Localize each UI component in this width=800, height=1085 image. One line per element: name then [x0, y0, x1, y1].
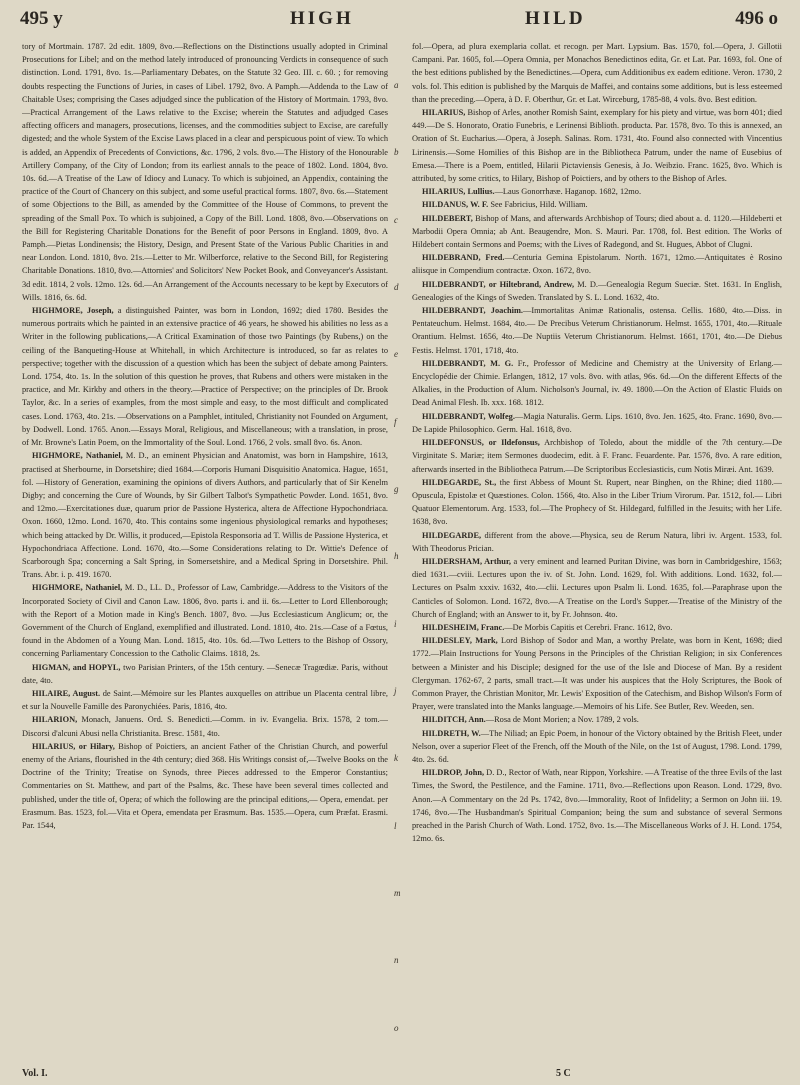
entry-text: —De Morbis Capitis et Cerebri. Franc. 1612, 8vo. [504, 622, 673, 632]
entry-text: two Parisian Printers, of the 15th century. —Senecæ Tragœdiæ. Paris, without date, 4to. [22, 662, 388, 685]
entry-text: M. D., an eminent Physician and Anatomist, was born in Hampshire, 1613, practised at Sherbourne, in Dorsetshire; died 1684.—Corporis Humani Disquisitio Anatomica. Hague, 1651, fol. —History of Generation, examining the opinions of divers Authors, and particularly that of Sir Kenelm Digby; and concerning the Cure of Wounds, by Sir Gilbert Talbot's Sympathetic Powder. Lond. 1651, 8vo. and 12mo.—Exercitationes duæ, quarum prior de Passione Hysterica, altera de Affectione Hypochondriaca. Oxon. 1660, 12mo. Lond. 1670, 4to. This contains some ingenious physiological remarks and hypotheses; which being attacked by Dr. Willis, it produced,—Epistola Responsoria ad T. Willis de Passione Hysterica, et Hypochondriaca Affectione. Lond. 1670, 4to.—Some Considerations relating to Dr. Wittie's Defence of Scarborough Spa; concerning a Salt Spring, in Somersetshire, and a Medical Spring in Dorsetshire. Phil. Trans. Abr. i. p. 419. 1670. [22, 451, 388, 580]
margin-letter: n [394, 955, 399, 965]
entry-text: Lord Bishop of Sodor and Man, a worthy Prelate, was born in Kent, 1698; died 1772.—Plain Instructions for Young Persons in the Principles of the Christian Religion; in six Conferences between a Minister and his Disciple; designed for the use of the Isle and Diocese of Man. By a resident Clergyman. 1762-67, 2 parts, small tract.—It was under his auspices that the Holy Scriptures, the Book of Common Prayer, the Christian Monitor, Mr. Lewis' Exposition of the Catechism, and Bishop Wilson's Form of Prayer, were translated into the Manks language.—Memoirs of his Life. See Butler, Rev. Weeden, sen. [412, 636, 782, 712]
entry-text: tory of Mortmain. 1787. 2d edit. 1809, 8vo.—Reflections on the Distinctions usually adopted in Criminal Prosecutions for Libel; and on the method lately introduced of pronouncing Verdicts in consequence of such distinction. Lond. 1791, 8vo. 1s.—Parliamentary Debates, on the Statute 32 Geo. III. c. 60. ; for removing doubts respecting the Functions of Juries, in cases of Libel. 1792, 8vo. A Pamph.—Addenda to the Law of Chaitable Uses; comprising the Cases adjudged since the publication of the History of Mortmain. 1793, 8vo.—Practical Arrangement of the Laws relative to the Excise; wherein the Statutes and adjudged Cases affecting officers and managers, prosecutions, licenses, and the commodities subject to Excise, are carefully digested; and the whole System of the Excise Laws placed in a clear and perspicuous point of view. To which is added, an Appendix of Precedents of Convictions, &c. 1796, 2 vols. 8vo.—The History of the Honourable Artillery Company, of the City of London; from its earliest annals to the peace of 1802. Lond. 1804, 8vo. 10s. 6d.—A Treatise of the Law of Idiocy and Lunacy. To which is subjoined, an Appendix, containing the practice of the Court of Chancery on this subject, and some useful practical forms. 1807, 8vo. 6s.—Statement of some Objections to the Bill, as amended by the Committee of the House of Commons, to prevent the spreading of the Small Pox. To which is subjoined, a Copy of the Bill. Lond. 1808, 8vo.—Observations on the Bill for Registering Charitable Donations for the Benefit of poor Persons in England. 1809, 8vo. A Pamph.—Pietas Londinensis; the History, Design, and Present State of the Various Public Charities in and near London. Lond. 1810, 8vo. 21s.—Letter to Mr. Wilberforce, relative to the Second Bill, for Registering Charitable Donations. 1810, 8vo.—Attornies' and Solicitors' New Pocket Book, and Conveyancer's Assistant. 3d edit. 1814, 2 vols. 12mo. 12s. 6d.—An Arrangement of the Accounts necessary to be kept by Executors of Wills. 1816, 6s. 6d. [22, 42, 388, 302]
entry-headword: HILDEFONSUS, or Ildefonsus, [422, 438, 540, 448]
dictionary-entry [412, 634, 782, 713]
header-page-left: 495 y [20, 8, 63, 29]
entry-headword: HILDEBERT, [422, 213, 473, 223]
entry-headword: HILARION, [32, 715, 78, 725]
entry-text: fol.—Opera, ad plura exemplaria collat. et recogn. per Mart. Lypsium. Bas. 1570, fol.—Opera, J. Gillotii Campani. Par. 1605, fol.—Opera Omnia, per Monachos Benedictinos edita, Gr. et Lat. Par. 1693, fol. One of the best editions published by the Benedictines.—Opera, cum Additionibus ex eadem editione. Veron. 1730, 2 vols. fol. This edition is published by the Marquis de Maffei, and contains some additions, but is less esteemed than the preceding.—Opera, à D. F. Oberthur, Gr. et Lat. Wirceburg, 1785-88, 4 vols. 8vo. Best edition. [412, 42, 782, 104]
entry-headword: HILARIUS, or Hilary, [32, 741, 115, 751]
entry-text: different from the above.—Physica, seu de Rerum Natura, libri iv. Argent. 1533, fol. With Theodorus Prician. [412, 530, 782, 553]
entry-text: See Fabricius, Hild. William. [488, 200, 588, 210]
dictionary-entry [22, 449, 388, 581]
entry-text: a distinguished Painter, was born in London, 1692; died 1780. Besides the numerous portraits which he painted in an extensive practice of 46 years, he showed his abilities no less as a Writer in the following publications,—A Critical Examination of those two Paintings (by Rubens,) on the ceiling of the Banqueting-House at Whitehall, in which Architecture is introduced, so far as relates to perspective; together with the discussion of a question which has been the subject of debate among Painters. Lond. 1754, 4to. 1s. In the solution of this question he proves, that Rubens and others were mistaken in the practice, and Mr. Kirkby and others in the theory.—Practice of Perspective; on the principles of Dr. Brook Taylor, &c. In a series of examples, from the most simple and easy, to the most difficult and complicated cases. Lond. 1763, 4to. 21s. —Observations on a Pamphlet, intituled, Christianity not Founded on Argument, by Dodwell. Lond. 1765. Anon.—Essays Moral, Religious, and Miscellaneous; with a translation, in prose, of Mr. Browne's Latin Poem, on the Immortality of the Soul. Lond. 1766, 2 vols. small 8vo. 6s. Anon. [22, 306, 388, 448]
margin-letter: c [394, 215, 398, 225]
entry-headword: HILDEBRAND, Fred. [422, 253, 505, 263]
entry-headword: HILDITCH, Ann. [422, 715, 486, 725]
dictionary-entry [412, 40, 782, 106]
dictionary-entry [412, 713, 782, 726]
entry-text: M. D., LL. D., Professor of Law, Cambridge.—Address to the Visitors of the Incorporated Society of Civil and Canon Law. 1806, 8vo. parts i. and ii. 6s.—Letter to Lord Ellenborough; with the Report of a Motion made in King's Bench. 1807, 8vo. —Jus Ecclesiasticum Anglicum; or, the Government of the Church of England, exemplified and illustrated. Lond. 1810, 4to. 21s.—Case of a Fœtus, found in the Abdomen of a Young Man. Lond. 1815, 4to. 10s. 6d.—Two Letters to the Bishop of Ossory, concerning Parliamentary Concession to the Catholic Claims. 1818, 2s. [22, 583, 388, 659]
entry-text: —Rosa de Mont Morien; a Nov. 1789, 2 vols. [485, 715, 639, 725]
entry-headword: HILDEGARDE, [422, 530, 482, 540]
margin-letter: m [394, 888, 401, 898]
center-margin-letters [392, 40, 408, 1079]
entry-text: de Saint.—Mémoire sur les Plantes auxquelles on attribue un Placenta central libre, et sur la Nouvelle Famille des Paronychiées. Paris, 1816, 4to. [22, 688, 388, 712]
footer-signature: 5 C [556, 1068, 571, 1079]
dictionary-entry [412, 436, 782, 476]
dictionary-entry [412, 304, 782, 357]
margin-letter: h [394, 551, 399, 561]
margin-letter: b [394, 147, 399, 157]
entry-text: —Laus Gonorrhææ. Haganop. 1682, 12mo. [494, 187, 642, 197]
entry-headword: HILARIUS, Lullius. [422, 187, 495, 197]
margin-letter: d [394, 282, 399, 292]
left-column [22, 40, 388, 1079]
header-guide-word-left: HIGH [290, 8, 354, 29]
margin-letter: g [394, 484, 399, 494]
dictionary-entry [22, 687, 388, 713]
entry-text: the first Abbess of Mount St. Rupert, near Binghen, on the Rhine; died 1180.—Opuscula, Epistolæ et Quæstiones. Colon. 1566, 4to. Also in the Liber Trium Virorum. Par. 1512, fol.— Libri Quatuor Elementorum. Arg. 1533, fol.—The Prophecy of St. Hildegard, fulfilled in the Jesuits; with her Life. 1638, 8vo. [412, 477, 782, 527]
entry-text: —Centuria Gemina Epistolarum. North. 1671, 12mo.—Antiquitates è Rosino aliisque in Compendium contractæ. Oxon. 1672, 8vo. [412, 253, 782, 276]
dictionary-entry [22, 40, 388, 304]
entry-text: Bishop of Arles, another Romish Saint, exemplary for his piety and virtue, was born 401; died 449.—De S. Honorato, Oratio Funebris, e Lerinensi Biblioth. producta. Par. 1578, 8vo. To this is annexed, an Oration of St. Eucharius.—Opera, à Joseph. Salinas. Rom. 1731, 4to. Found also connected with Vincentius Lirinensis.—Some Homilies of this Bishop are in the Bibliotheca Patrum, under the name of Eusebius of Emesa.—There is a Poem, entitled, Hilarii Pictaviensis Genesis, à Jo. Weibzio. Franc. 1625, 8vo. Which is attributed, by some critics, to Hilary, Bishop of Poictiers, and by others to the Bishop of Arles. [412, 108, 782, 184]
entry-text: Archbishop of Toledo, about the middle of the 7th century.—De Virginitate S. Mariæ; item Sermones duodecim, edit. à F. Franc. Feuardente. Par. 1576, 8vo. A rare edition, afterwards inserted in the Bibliotheca Patrum.—De Scriptoribus Ecclesiasticis, cum Notis Miræi. Ant. 1639. [412, 438, 782, 474]
entry-text: —Immortalitas Animæ Rationalis, ostensa. Cellis. 1680, 4to.—Diss. in Pentateuchum. Helmst. 1684, 4to.— De Precibus Veterum Christianorum. Helmst. 1655, 1701, 4to.—Rituale Orantium. Helmst. 1656, 4to.—De Nuptiis Veterum Christianorum. Helmst. 1661, 1701, 4to.—De Diebus Festis. Helmst. 1701, 1718, 4to. [412, 306, 782, 355]
entry-headword: HILDEBRANDT, or Hiltebrand, Andrew, [422, 279, 575, 289]
dictionary-entry [22, 740, 388, 832]
entry-text: a very eminent and learned Puritan Divine, was born in Cambridgeshire, 1563; died 1631.—cviii. Lectures upon the iv. of St. John. Lond. 1629, fol. With additions. Lond. 1632, fol.— Lectures on Psalm xxxiv. 1632, 4to.—clii. Lectures upon Psalm li. Lond. 1635, fol.—Paraphrase upon the Canticles of Solomon. Lond. 1672, 8vo.—A Treatise on the Lord's Supper.—Treatise of the Ministry of the Church of England; with an Answer to it, by Fr. Johnson. 4to. [412, 556, 782, 619]
entry-headword: HILDRETH, W. [422, 728, 481, 738]
dictionary-entry [412, 727, 782, 767]
dictionary-entry [412, 106, 782, 185]
entry-text: Fr., Professor of Medicine and Chemistry at the University of Erlang.—Encyclopédie der Chimie. Erlangen, 1812, 17 vols. 8vo. with atlas, 96s. 6d.—On the different Effects of the Alkalies, in the Production of Alum. Nicholson's Journal, iv. 49. 1800.—On the Action of Elastic Fluids on Dead Animal Flesh. Ib. xxx. 168. 1812. [412, 358, 782, 408]
entry-headword: HILARIUS, [422, 108, 466, 118]
margin-letter: k [394, 753, 398, 763]
entry-headword: HILDEBRANDT, Wolfeg. [422, 411, 515, 421]
margin-letter: f [394, 417, 397, 427]
margin-letter: a [394, 80, 399, 90]
entry-headword: HILDERSHAM, Arthur, [422, 556, 511, 566]
entry-headword: HILDESHEIM, Franc. [422, 622, 505, 632]
entry-headword: HILDANUS, W. F. [422, 200, 489, 210]
dictionary-entry [22, 661, 388, 687]
running-header [20, 4, 778, 40]
entry-text: —The Niliad; an Epic Poem, in honour of the Victory obtained by the British Fleet, under Nelson, over a superior Fleet of the French, off the Mouth of the Nile, on the 1st of August, 1798. Lond. 1799, 4to. 2s. 6d. [412, 728, 782, 764]
entry-headword: HILDEGARDE, St., [422, 477, 497, 487]
dictionary-entry [412, 529, 782, 555]
entry-text: Bishop of Mans, and afterwards Archbishop of Tours; died about a. d. 1120.—Hildeberti et Marbodii Opera Omnia; ab Ant. Beaugendre, Mon. S. Mauri. Par. 1708, fol. Best edition. The Works of Hildebert contain Sermons and Poems; with the Lives of Radegond, and St. Hugues, Abbot of Clugni. [412, 213, 782, 250]
dictionary-entry [412, 185, 782, 198]
dictionary-entry [412, 476, 782, 529]
entry-headword: HILDEBRANDT, M. G. [422, 358, 514, 368]
dictionary-entry [412, 251, 782, 277]
margin-letter: l [394, 821, 397, 831]
dictionary-entry [412, 555, 782, 621]
entry-text: D. D., Rector of Wath, near Rippon, Yorkshire. —A Treatise of the three Evils of the last Times, the Sword, the Pestilence, and the Famine. 1711, 8vo.—Reflections upon Reason. Lond. 1729, 8vo. Anon.—A Commentary on the 2d Ps. 1742, 8vo.—Immorality, Root of Infidelity; a Sermon on John iii. 19. 1746, 8vo.—The Husbandman's Spiritual Companion; being the sum and substance of several Sermons preached in the Parish Church of Wath. Lond. 1752, 8vo. 1s.—The Miscellaneous Works of J. H. Lond. 1754, 12mo. 6s. [412, 768, 782, 844]
dictionary-entry [22, 304, 388, 449]
entry-headword: HIGHMORE, Nathaniel, [32, 451, 123, 461]
dictionary-entry [412, 766, 782, 845]
dictionary-entry [412, 621, 782, 634]
footer-volume: Vol. I. [22, 1068, 48, 1079]
entry-text: Monach, Januens. Ord. S. Benedicti.—Comm. in iv. Evangelia. Brix. 1578, 2 tom.—Discorsi d'alcuni Abusi nella Christianita. Bresc. 1581, 4to. [22, 715, 388, 738]
entry-text: —Magia Naturalis. Germ. Lips. 1610, 8vo. Jen. 1625, 4to. Franc. 1690, 8vo.—De Lapide Philosophico. Germ. Hal. 1618, 8vo. [412, 411, 782, 434]
dictionary-entry [412, 198, 782, 211]
entry-text: Bishop of Poictiers, an ancient Father of the Christian Church, and powerful enemy of the Arians, flourished in the 4th century; died 368. His Writings consist of,—Twelve Books on the Doctrine of the Trinity; Treatise on Synods, three Pieces addressed to the Emperor Constantius; Commentaries on St. Matthew, and part of the Psalms, &c. These have been several times collected and published, under the title of, Opera; of which the following are the principal editions,— Opera, emendat. per Erasmum. Bas. 1523, fol.—Vita et Opera, emendata per Erasmum. Bas. 1535.—Opera, cum Præfat. Erasmi. Par. 1544, [22, 741, 388, 830]
entry-headword: HILDEBRANDT, Joachim. [422, 306, 524, 316]
dictionary-entry [22, 581, 388, 660]
entry-text: M. D.—Genealogia Regum Sueciæ. Stet. 1631. In English, Genealogies of the Kings of Sweden. Translated by S. L. Lond. 1632, 4to. [412, 279, 782, 302]
entry-headword: HILAIRE, August. [32, 688, 101, 698]
margin-letter: j [394, 686, 397, 696]
header-page-right: 496 o [735, 8, 778, 29]
margin-letter: o [394, 1023, 399, 1033]
dictionary-entry [412, 278, 782, 304]
margin-letter: e [394, 349, 398, 359]
entry-headword: HIGHMORE, Nathaniel, [32, 583, 123, 593]
right-column [412, 40, 782, 1079]
dictionary-entry [412, 410, 782, 436]
margin-letter: i [394, 619, 397, 629]
entry-headword: HIGHMORE, Joseph, [32, 306, 114, 316]
entry-headword: HIGMAN, and HOPYL, [32, 662, 121, 672]
dictionary-entry [412, 357, 782, 410]
entry-headword: HILDROP, John, [422, 768, 485, 778]
dictionary-entry [412, 212, 782, 252]
entry-headword: HILDESLEY, Mark, [422, 636, 498, 646]
header-guide-word-right: HILD [525, 8, 586, 29]
dictionary-entry [22, 713, 388, 739]
